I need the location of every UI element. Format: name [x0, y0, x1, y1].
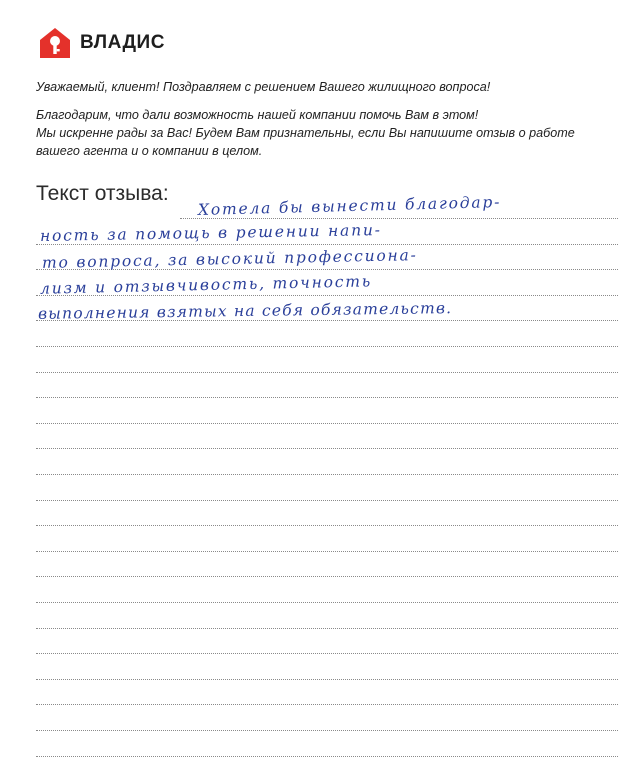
- review-title: Текст отзыва:: [36, 182, 169, 205]
- handwritten-line: ность за помощь в решении напи-: [39, 221, 382, 245]
- ruled-line: [36, 653, 618, 654]
- ruled-line: [36, 576, 618, 577]
- intro-request-cont: вашего агента и о компании в целом.: [36, 144, 263, 158]
- handwritten-line: Хотела бы вынести благодар-: [197, 193, 502, 219]
- ruled-line: [36, 730, 618, 731]
- intro-thanks: Благодарим, что дали возможность нашей компании помочь Вам в этом!: [36, 108, 479, 122]
- ruled-line: [180, 218, 618, 219]
- ruled-line: [36, 474, 618, 475]
- ruled-line: [36, 397, 618, 398]
- intro-greeting: Уважаемый, клиент! Поздравляем с решением Вашего жилищного вопроса!: [36, 80, 491, 94]
- ruled-line: [36, 679, 618, 680]
- ruled-line: [36, 372, 618, 373]
- ruled-line: [36, 525, 618, 526]
- ruled-line: [36, 500, 618, 501]
- ruled-line: [36, 423, 618, 424]
- ruled-line: [36, 756, 618, 757]
- ruled-lines: [36, 0, 627, 768]
- brand-name: ВЛАДИС: [80, 32, 165, 53]
- ruled-line: [36, 704, 618, 705]
- intro-request: Мы искренне рады за Вас! Будем Вам признательны, если Вы напишите отзыв о работе: [36, 126, 575, 140]
- handwritten-line: выполнения взятых на себя обязательств.: [37, 299, 453, 323]
- handwritten-line: то вопроса, за высокий профессиона-: [41, 246, 418, 272]
- ruled-line: [36, 346, 618, 347]
- ruled-line: [36, 628, 618, 629]
- ruled-line: [36, 551, 618, 552]
- ruled-line: [36, 602, 618, 603]
- ruled-line: [36, 244, 618, 245]
- handwritten-line: лизм и отзывчивость, точность: [39, 272, 373, 298]
- ruled-line: [36, 448, 618, 449]
